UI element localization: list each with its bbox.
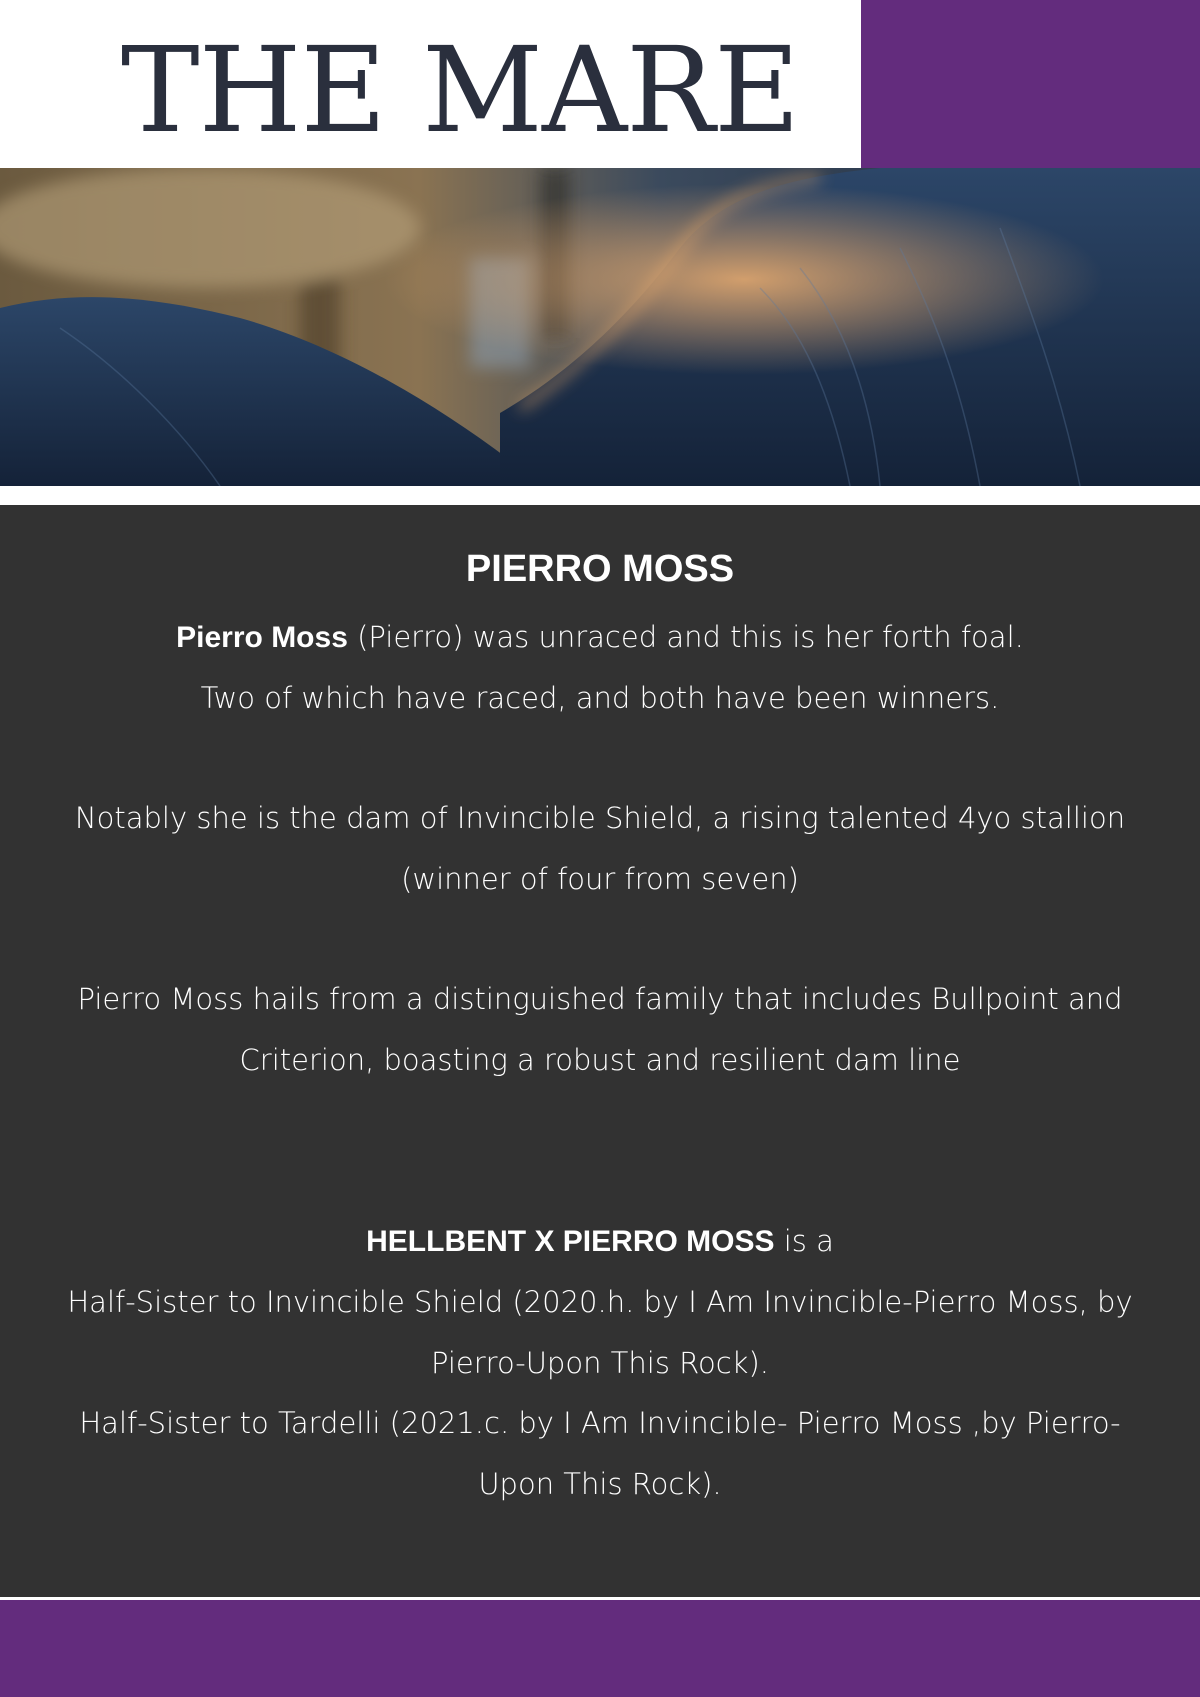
notable-paragraph <box>60 788 1140 910</box>
intro-mare-name: Pierro Moss <box>176 621 348 654</box>
mare-info-panel <box>0 505 1200 1597</box>
header <box>0 0 1200 168</box>
intro-text: (Pierro) was unraced and this is her forth foal. <box>347 620 1024 654</box>
purple-footer-band <box>0 1600 1200 1697</box>
half-sister-2-line-2: Upon This Rock). <box>478 1467 722 1501</box>
mare-name-heading: PIERRO MOSS <box>465 548 735 590</box>
intro-line-2: Two of which have raced, and both have been winners. <box>200 681 1000 715</box>
notable-line-1: Notably she is the dam of Invincible Shield, a rising talented 4yo stallion <box>74 801 1126 835</box>
intro-paragraph <box>60 607 1140 729</box>
family-line-2: Criterion, boasting a robust and resilient dam line <box>239 1043 961 1077</box>
half-sister-2-line-1: Half-Sister to Tardelli (2021.c. by I Am Invincible- Pierro Moss ,by Pierro- <box>79 1406 1121 1440</box>
half-sister-2-paragraph <box>60 1393 1140 1515</box>
horse-coat-photo <box>0 168 1200 486</box>
family-paragraph <box>60 969 1140 1091</box>
page-title: THE MARE <box>120 21 800 159</box>
cross-line <box>60 1211 1140 1272</box>
half-sister-1-line-1: Half-Sister to Invincible Shield (2020.h. by I Am Invincible-Pierro Moss, by <box>67 1285 1133 1319</box>
half-sister-1-line-2: Pierro-Upon This Rock). <box>430 1346 770 1380</box>
cross-paragraph <box>60 1211 1140 1394</box>
family-line-1: Pierro Moss hails from a distinguished family that includes Bullpoint and <box>77 982 1123 1016</box>
purple-accent-block <box>861 0 1200 168</box>
notable-line-2: (winner of four from seven) <box>401 862 799 896</box>
intro-line-1 <box>60 607 1140 668</box>
cross-text: is a <box>774 1224 834 1258</box>
hero-image <box>0 168 1200 486</box>
cross-name: HELLBENT X PIERRO MOSS <box>366 1225 775 1258</box>
